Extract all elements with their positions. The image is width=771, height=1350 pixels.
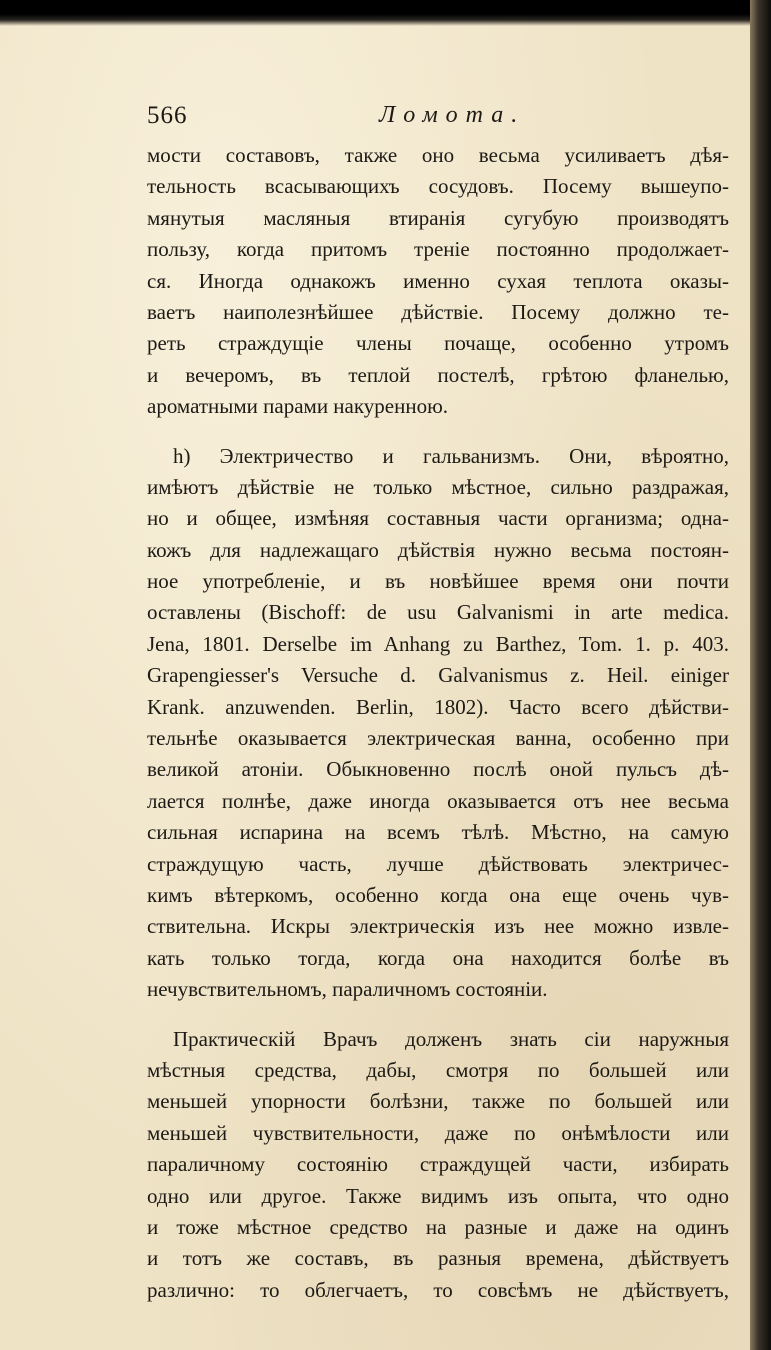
page-number: 566 [147, 102, 188, 129]
text-line: меньшей упорности болѣзни, также по большей или [147, 1089, 729, 1114]
text-line: параличному состоянію страждущей части, избирать [147, 1152, 729, 1177]
text-line: ное употребленіе, и въ новѣйшее время они почти [147, 569, 729, 594]
text-line: оставлены (Bischoff: de usu Galvanismi in arte medica. [147, 600, 729, 625]
paragraph-gap [147, 423, 729, 441]
text-line: и тоже мѣстное средство на разные и даже на одинъ [147, 1214, 729, 1239]
text-line: Grapengiesser's Versuche d. Galvanismus z. Heil. einiger [147, 663, 729, 688]
text-line: ваетъ наиполезнѣйшее дѣйствіе. Посему должно те- [147, 299, 729, 324]
text-line: имѣютъ дѣйствіе не только мѣстное, сильно раздражая, [147, 474, 729, 499]
text-line: ся. Иногда однакожъ именно сухая теплота оказы- [147, 268, 729, 293]
text-line: сильная испарина на всемъ тѣлѣ. Мѣстно, на самую [147, 820, 729, 845]
scan-top-edge [0, 0, 771, 26]
text-line: и тотъ же составъ, въ разныя времена, дѣйствуетъ [147, 1246, 729, 1271]
text-line: мѣстныя средства, дабы, смотря по большей или [147, 1057, 729, 1082]
text-line: реть страждущіе члены почаще, особенно утромъ [147, 331, 729, 356]
text-line: Jena, 1801. Derselbe im Anhang zu Barthez, Tom. 1. p. 403. [147, 631, 729, 656]
text-line: ароматными парами накуренною. [147, 394, 449, 419]
text-line: одно или другое. Также видимъ изъ опыта, что одно [147, 1183, 729, 1208]
text-line: великой атоніи. Обыкновенно послѣ оной пульсъ дѣ- [147, 757, 729, 782]
text-line: меньшей чувствительности, даже по онѣмѣлости или [147, 1120, 729, 1145]
text-line: кожъ для надлежащаго дѣйствія нужно весьма постоян- [147, 537, 729, 562]
text-line: нечувствительномъ, параличномъ состояніи. [147, 977, 548, 1002]
text-line: и вечеромъ, въ теплой постелѣ, грѣтою фланелью, [147, 362, 729, 387]
paragraph-gap [147, 1006, 729, 1024]
page-body [147, 140, 729, 1306]
page-header [147, 102, 729, 138]
text-line: мянутыя масляныя втиранія сугубую производятъ [147, 205, 729, 230]
paragraph-2 [147, 441, 729, 1006]
scan-right-edge [750, 0, 771, 1350]
text-line: различно: то облегчаетъ, то совсѣмъ не дѣйствуетъ, [147, 1277, 729, 1302]
text-line: кимъ вѣтеркомъ, особенно когда она еще очень чув- [147, 882, 729, 907]
running-title: Ломота. [379, 102, 526, 128]
text-line: тельнѣе оказывается электрическая ванна, особенно при [147, 726, 729, 751]
text-line: пользу, когда притомъ треніе постоянно продолжает- [147, 237, 729, 262]
text-line: мости составовъ, также оно весьма усиливаетъ дѣя- [147, 143, 729, 167]
text-line: ствительна. Искры электрическія изъ нее можно извле- [147, 914, 729, 939]
text-line: h) Электричество и гальванизмъ. Они, вѣроятно, [173, 443, 729, 468]
text-line: кать только тогда, когда она находится болѣе въ [147, 945, 729, 970]
paragraph-3 [147, 1024, 729, 1307]
text-line: тельность всасывающихъ сосудовъ. Посему вышеупо- [147, 174, 729, 199]
text-line: Практическій Врачъ долженъ знать сіи наружныя [173, 1026, 729, 1051]
text-line: Krank. anzuwenden. Berlin, 1802). Часто всего дѣйстви- [147, 694, 729, 719]
text-line: лается полнѣе, даже иногда оказывается отъ нее весьма [147, 788, 729, 813]
text-line: но и общее, измѣняя составныя части организма; одна- [147, 506, 729, 531]
paragraph-1 [147, 140, 729, 423]
text-line: страждущую часть, лучше дѣйствовать электричес- [147, 851, 729, 876]
